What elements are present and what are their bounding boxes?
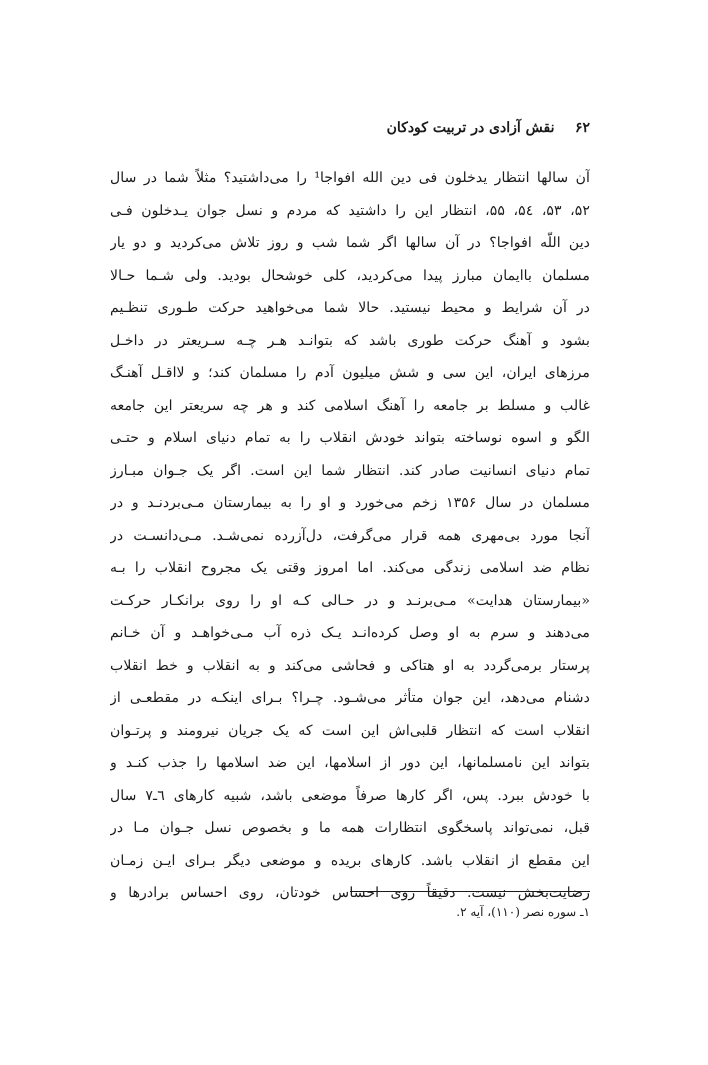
text-line: می‌دهند و سرم به او وصل کرده‌انـد یـک ذره آب مـی‌خواهـد و آن خـانم	[110, 625, 590, 641]
text-line: مسلمان باایمان مبارز پیدا می‌کردید، کلی خوشحال بودید. ولی شـما حـالا	[110, 267, 590, 284]
text-line: آنجا مورد بی‌مهری همه قرار می‌گرفت، دل‌آزرده نمی‌شـد. مـی‌دانسـت در	[110, 527, 590, 544]
body-text	[110, 162, 590, 910]
text-line: دین اللّه افواجا؟ در آن سالها اگر شما شب و روز تلاش می‌کردید و دو یار	[110, 235, 590, 251]
text-line: انقلاب است که انتظار قلبی‌اش این است که یک جریان نیرومند و پرتـوان	[110, 722, 590, 739]
text-line: این مقطع از انقلاب باشد. کارهای بریده و موضعی دیگر بـرای ایـن زمـان	[110, 852, 590, 869]
text-line: «بیمارستان هدایت» مـی‌برنـد و در حـالی کـه او را روی برانکـار حرکـت	[110, 592, 590, 609]
text-line: تمام دنیای انسانیت صادر کند. انتظار شما این است. اگر یک جـوان مبـارز	[110, 462, 590, 479]
text-line: دشنام می‌دهد، این جوان متأثر می‌شـود. چـرا؟ بـرای اینکـه در مقطعـی از	[110, 690, 590, 706]
text-line: الگو و اسوه نوساخته بتواند خودش انقلاب را به تمام دنیای اسلام و حتـی	[110, 430, 590, 446]
text-line: ۵۲، ۵۳، ۵٤، ۵۵، انتظار این را داشتید که مردم و نسل جوان یـدخلون فـی	[110, 202, 590, 219]
text-line: نظام ضد اسلامی زندگی می‌کند. اما امروز وقتی یک مجروح انقلاب را بـه	[110, 560, 590, 576]
page-header	[110, 118, 590, 138]
text-line: آن سالها انتظار یدخلون فی دین الله افواجا¹ را می‌داشتید؟ مثلاً شما در سال	[110, 170, 590, 186]
text-line: مسلمان در سال ۱۳۵۶ زخم می‌خورد و او را به بیمارستان مـی‌بردنـد و در	[110, 495, 590, 511]
text-line: رضایت‌بخش نیست. دقیقاً روی احساس خودتان، روی احساس برادرها و	[110, 885, 590, 901]
text-line: مرزهای ایران، این سی و شش میلیون آدم را مسلمان کند؛ و لااقـل آهنـگ	[110, 365, 590, 381]
text-line: با خودش ببرد. پس، اگر کارها صرفاً موضعی باشد، شبیه کارهای ٦ـ۷ سال	[110, 787, 590, 804]
text-line: در آن شرایط و محیط نیستید. حالا شما می‌خواهید حرکت طـوری تنظـیم	[110, 300, 590, 316]
running-title: نقش آزادی در تربیت کودکان	[386, 120, 555, 136]
footnote: ۱ـ سوره نصر (۱۱۰)، آیه ۲.	[456, 905, 590, 919]
text-line: بشود و آهنگ حرکت طوری باشد که بتوانـد هـر چـه سـریعتر در داخـل	[110, 332, 590, 349]
text-line: پرستار برمی‌گردد به او هتاکی و فحاشی می‌کند و به انقلاب و خط انقلاب	[110, 657, 590, 674]
text-line: قبل، نمی‌تواند پاسخگوی انتظارات همه ما و بخصوص نسل جـوان مـا در	[110, 820, 590, 836]
page-number: ۶۲	[574, 120, 590, 136]
footnote-divider	[350, 891, 590, 892]
text-line: بتواند این نامسلمانها، این دور از اسلامها، این ضد اسلامها را جذب کنـد و	[110, 755, 590, 771]
text-line: غالب و مسلط بر جامعه را آهنگ اسلامی کند و هر چه سریعتر این جامعه	[110, 397, 590, 414]
